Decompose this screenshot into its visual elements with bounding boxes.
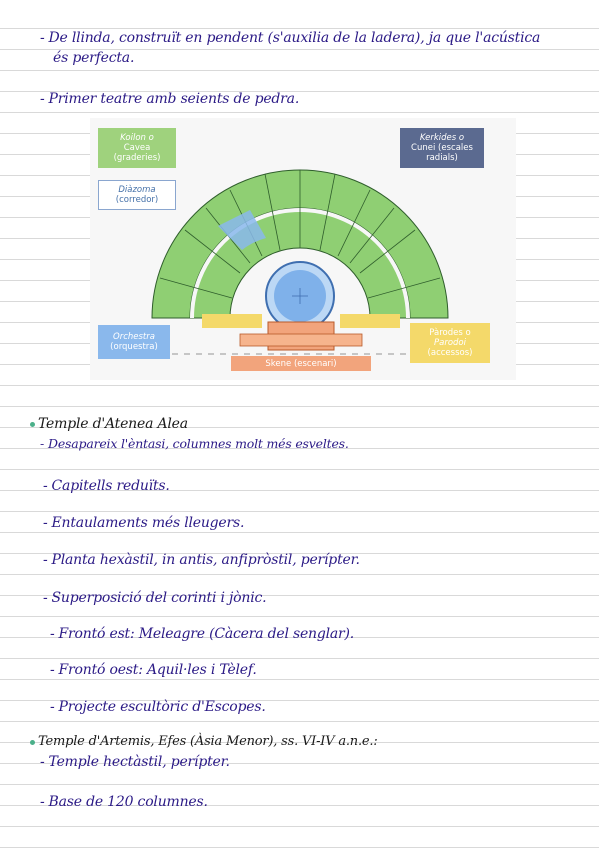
diazoma-label: Diàzoma (corredor) bbox=[98, 180, 176, 210]
note-line-1a: - De llinda, construït en pendent (s'auxilia de la ladera), ja que l'acústica bbox=[40, 30, 541, 46]
section-bullet bbox=[30, 422, 35, 427]
skene-label: Skene (escenari) bbox=[231, 356, 371, 371]
t1-item-0: - Desapareix l'èntasi, columnes molt més esveltes. bbox=[40, 436, 349, 451]
t1-item-4: - Superposició del corinti i jònic. bbox=[43, 590, 267, 606]
temple-artemis-title: Temple d'Artemis, Efes (Àsia Menor), ss. VI-IV a.n.e.: bbox=[38, 734, 378, 749]
t2-item-0: - Temple hectàstil, perípter. bbox=[40, 754, 230, 770]
t1-item-7: - Projecte escultòric d'Escopes. bbox=[50, 699, 266, 715]
note-line-2: - Primer teatre amb seients de pedra. bbox=[40, 91, 300, 107]
t1-item-3: - Planta hexàstil, in antis, anfipròstil, perípter. bbox=[43, 552, 360, 568]
t1-item-5: - Frontó est: Meleagre (Càcera del senglar). bbox=[50, 626, 355, 642]
greek-theatre-diagram bbox=[90, 118, 516, 380]
t1-item-6: - Frontó oest: Aquil·les i Tèlef. bbox=[50, 662, 257, 678]
note-line-1b: és perfecta. bbox=[53, 50, 135, 66]
kerkides-label: Kerkides o Cunei (escales radials) bbox=[400, 128, 484, 168]
t2-item-1: - Base de 120 columnes. bbox=[40, 794, 208, 810]
t1-item-2: - Entaulaments més lleugers. bbox=[43, 515, 245, 531]
koilon-label: Koilon o Cavea (graderies) bbox=[98, 128, 176, 168]
t1-item-1: - Capitells reduïts. bbox=[43, 478, 170, 494]
orchestra-label: Orchestra (orquestra) bbox=[98, 325, 170, 359]
temple-atenea-title: Temple d'Atenea Alea bbox=[38, 416, 188, 432]
parodos-label: Pàrodes o Parodoi (accessos) bbox=[410, 323, 490, 363]
section-bullet bbox=[30, 740, 35, 745]
